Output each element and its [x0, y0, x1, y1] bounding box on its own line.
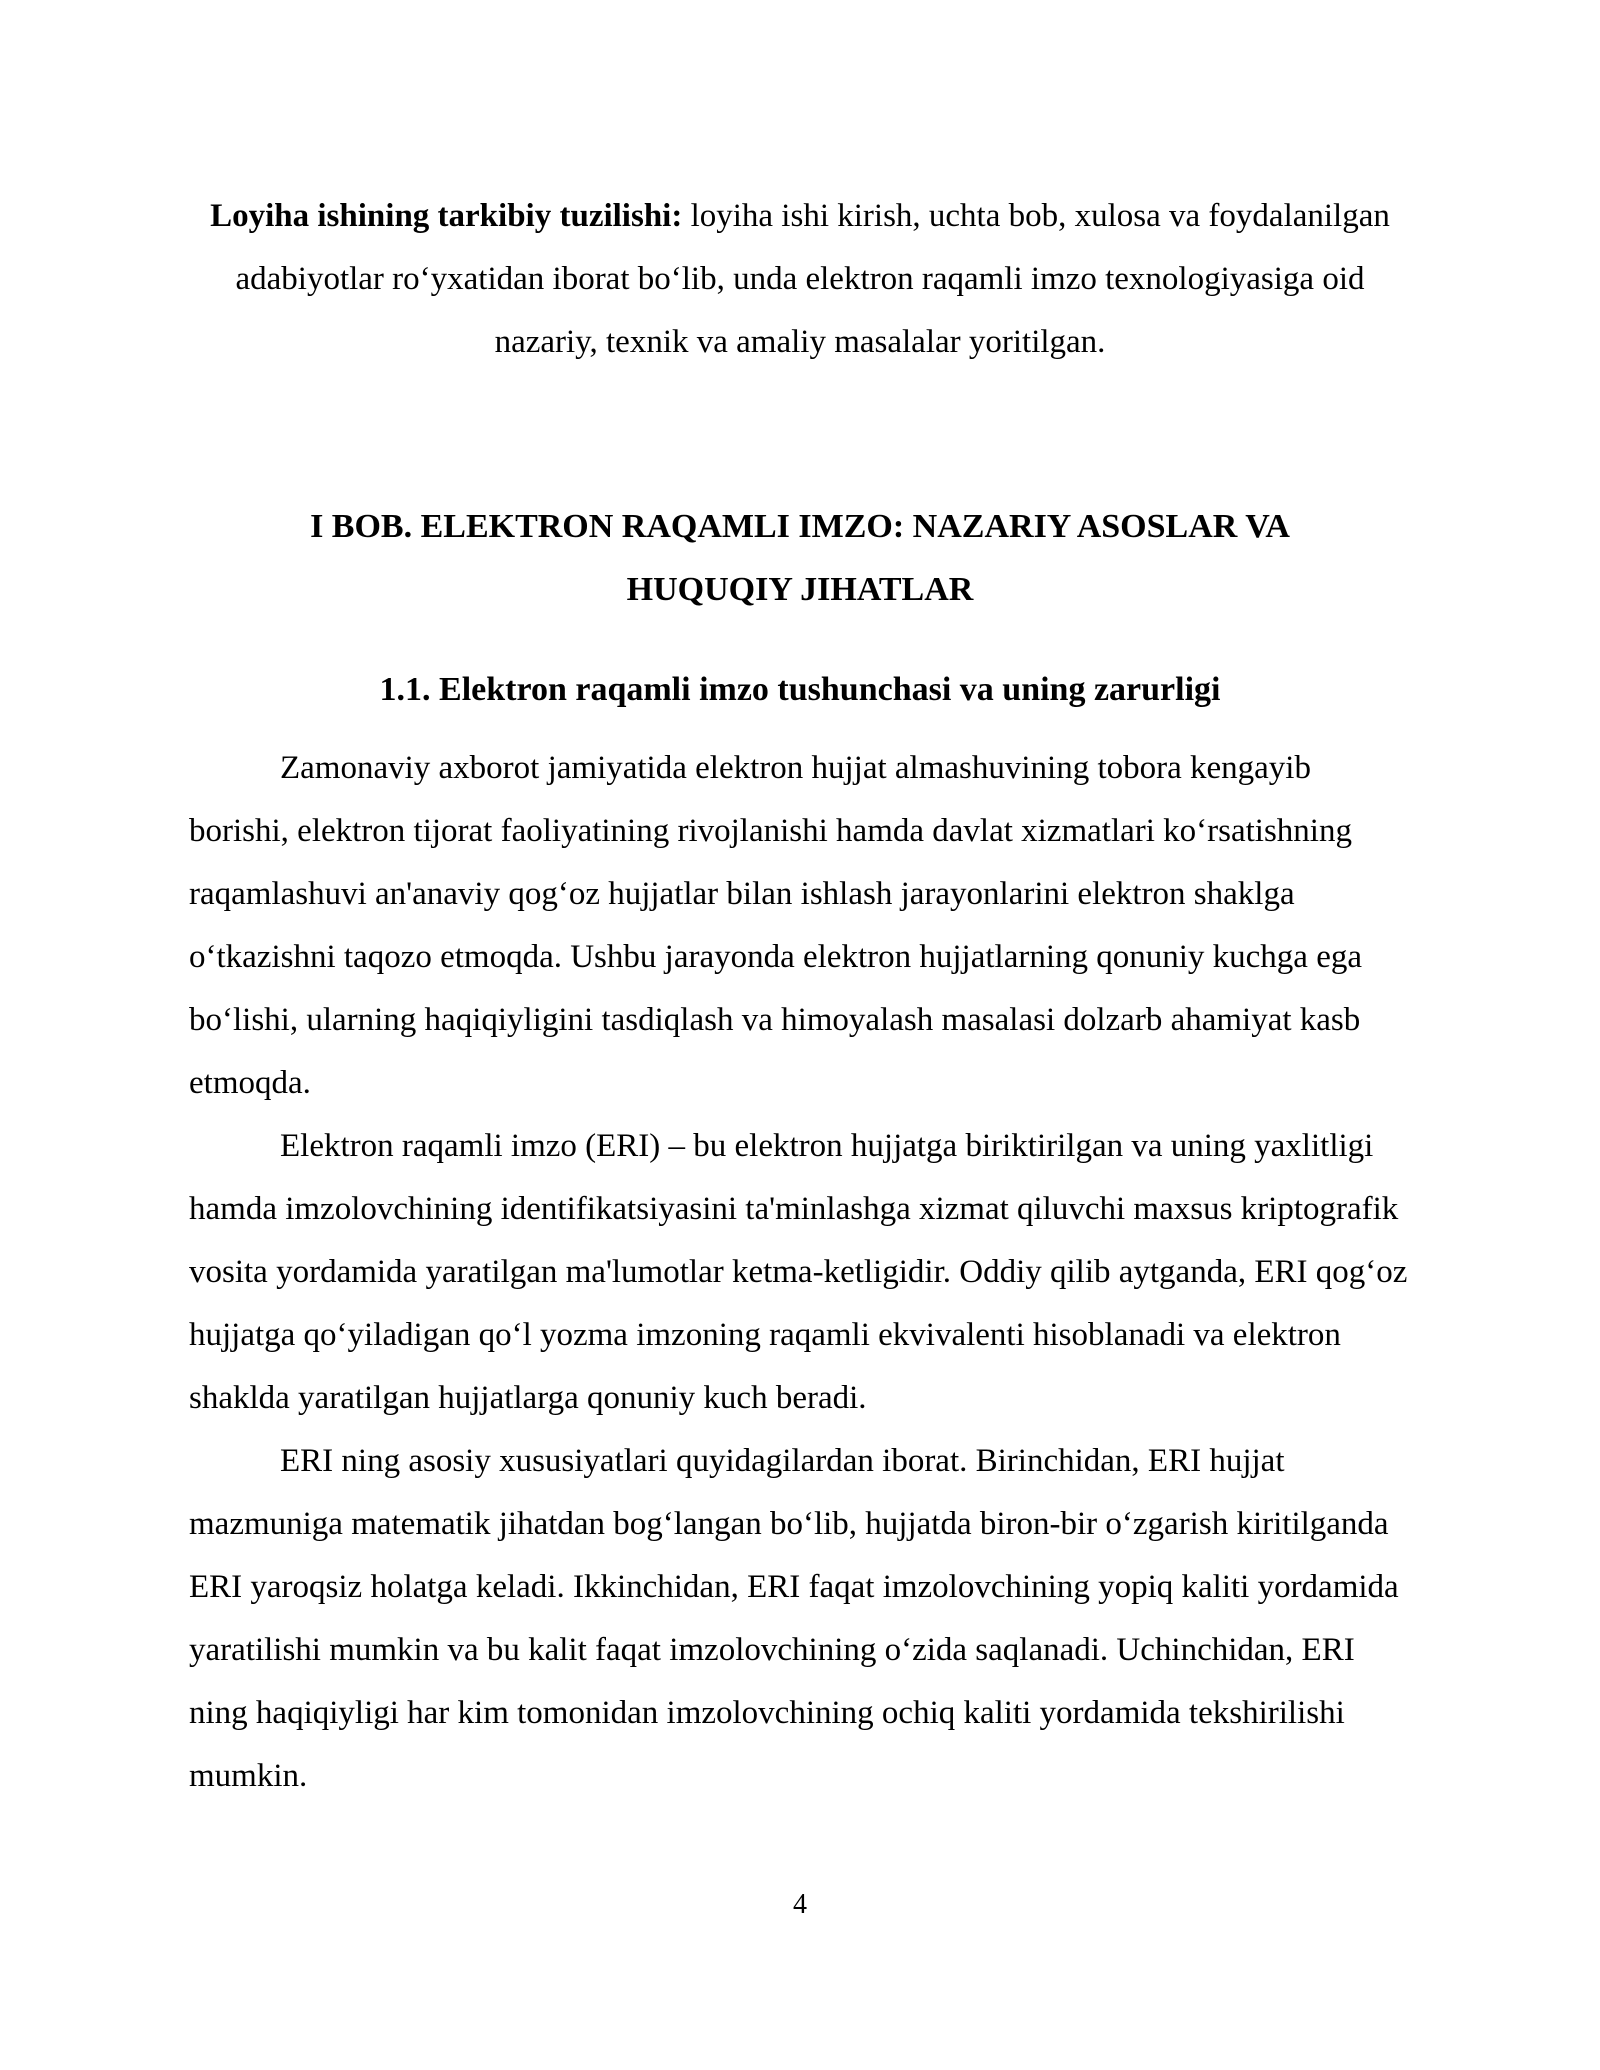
chapter-title	[180, 495, 1420, 621]
intro-paragraph	[180, 185, 1420, 374]
section-title: 1.1. Elektron raqamli imzo tushunchasi va uning zarurligi	[379, 671, 1221, 708]
paragraph-3: ERI ning asosiy xususiyatlari quyidagilardan iborat. Birinchidan, ERI hujjat mazmuniga matematik jihatdan bog‘langan bo‘lib, hujjatda biron-bir o‘zgarish kiritilganda ERI yaroqsiz holatga keladi. Ikkinchidan, ERI faqat imzolovchining yopiq kaliti yordamida yaratilishi mumkin va bu kalit faqat imzolovchining o‘zida saqlanadi. Uchinchidan, ERI ning haqiqiyligi har kim tomonidan imzolovchining ochiq kaliti yordamida tekshirilishi mumkin.	[189, 1443, 1399, 1794]
chapter-title-line1: I BOB. ELEKTRON RAQAMLI IMZO: NAZARIY ASOSLAR VA	[310, 508, 1290, 545]
intro-lead: Loyiha ishining tarkibiy tuzilishi:	[210, 198, 683, 234]
paragraph-2: Elektron raqamli imzo (ERI) – bu elektron hujjatga biriktirilgan va uning yaxlitligi hamda imzolovchining identifikatsiyasini ta'minlashga xizmat qiluvchi maxsus kriptografik vosita yordamida yaratilgan ma'lumotlar ketma-ketligidir. Oddiy qilib aytganda, ERI qog‘oz hujjatga qo‘yiladigan qo‘l yozma imzoning raqamli ekvivalenti hisoblanadi va elektron shaklda yaratilgan hujjatlarga qonuniy kuch beradi.	[189, 1128, 1408, 1416]
paragraph-1: Zamonaviy axborot jamiyatida elektron hujjat almashuvining tobora kengayib borishi, elektron tijorat faoliyatining rivojlanishi hamda davlat xizmatlari ko‘rsatishning raqamlashuvi an'anaviy qog‘oz hujjatlar bilan ishlash jarayonlarini elektron shaklga o‘tkazishni taqozo etmoqda. Ushbu jarayonda elektron hujjatlarning qonuniy kuchga ega bo‘lishi, ularning haqiqiyligini tasdiqlash va himoyalash masalasi dolzarb ahamiyat kasb etmoqda.	[189, 750, 1362, 1101]
intro-text: loyiha ishi kirish, uchta bob, xulosa va foydalanilgan adabiyotlar ro‘yxatidan iborat bo‘lib, unda elektron raqamli imzo texnologiyasiga oid nazariy, texnik va amaliy masalalar yoritilgan.	[235, 198, 1390, 360]
body-text	[189, 737, 1414, 1808]
page-number: 4	[793, 1889, 807, 1920]
chapter-title-line2: HUQUQIY JIHATLAR	[626, 571, 974, 608]
